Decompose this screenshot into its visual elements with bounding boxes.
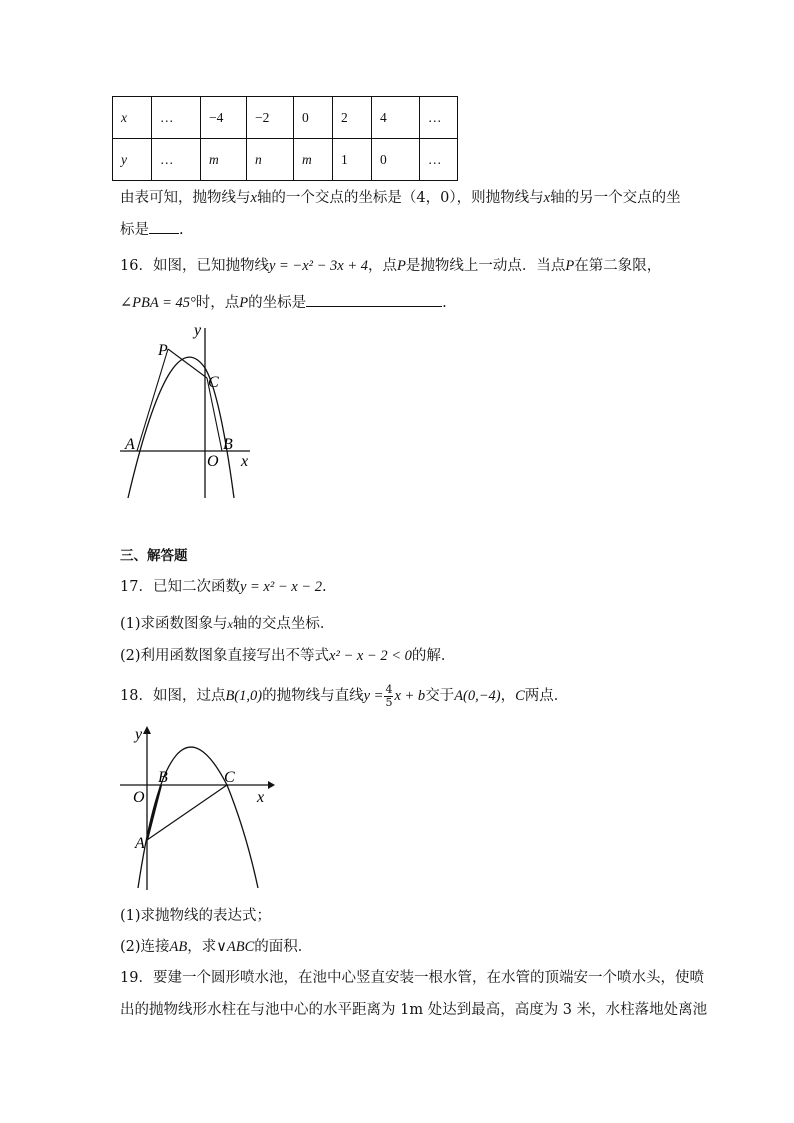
segment-AP — [137, 349, 168, 451]
figure-16-parabola — [110, 318, 260, 503]
table-cell: 0 — [372, 139, 420, 181]
table-cell: 4 — [372, 97, 420, 139]
table-cell: n — [247, 139, 294, 181]
row-label: x — [113, 97, 152, 139]
q17-part2: (2)利用函数图象直接写出不等式x² − x − 2 < 0的解． — [120, 648, 456, 664]
label-y: y — [194, 322, 202, 339]
q15-line1: 由表可知，抛物线与x轴的一个交点的坐标是（4，0），则抛物线与x轴的另一个交点的坐 — [120, 190, 681, 206]
table-row-y — [113, 139, 458, 181]
table-cell: 0 — [294, 97, 333, 139]
q16-stem-line1: 16．如图，已知抛物线y = −x² − 3x + 4，点P是抛物线上一动点．当点P在第二象限， — [120, 258, 662, 274]
figure-18-parabola — [118, 722, 278, 892]
value-table — [112, 96, 458, 181]
label-A: A — [135, 835, 145, 852]
label-O: O — [133, 789, 145, 806]
label-B: B — [158, 769, 168, 786]
table-cell: … — [420, 139, 458, 181]
q15-line2: 标是 . — [120, 219, 184, 240]
q18-part1: (1)求抛物线的表达式； — [120, 908, 272, 924]
table-cell: 2 — [333, 97, 372, 139]
answer-blank — [306, 292, 442, 307]
label-A: A — [125, 436, 135, 453]
section-title: 三、解答题 — [120, 548, 188, 564]
table-cell: 1 — [333, 139, 372, 181]
label-C: C — [208, 374, 219, 391]
parabola-curve — [138, 747, 258, 888]
q17-stem: 17．已知二次函数y = x² − x − 2. — [120, 579, 327, 595]
row-label: y — [113, 139, 152, 181]
q18-stem: 18．如图，过点B(1,0)的抛物线与直线y = $\frac{4}{5}$ x + b交于A(0,−4)，C两点． — [120, 682, 569, 709]
table-cell: … — [152, 139, 201, 181]
x-arrow — [268, 781, 275, 789]
table-row-x — [113, 97, 458, 139]
table-cell: m — [201, 139, 247, 181]
label-B: B — [223, 436, 233, 453]
answer-blank — [149, 219, 179, 234]
label-x: x — [241, 453, 249, 470]
label-O: O — [207, 453, 219, 470]
label-P: P — [158, 342, 168, 359]
fraction-4-5: $\frac{4}{5}$ — [385, 682, 393, 709]
table-cell: … — [152, 97, 201, 139]
q18-part2: (2)连接AB，求∨ABC的面积． — [120, 939, 313, 955]
label-C: C — [224, 769, 235, 786]
table-cell: −2 — [247, 97, 294, 139]
q17-part1: (1)求函数图象与x轴的交点坐标． — [120, 616, 335, 632]
label-x: x — [257, 789, 265, 806]
y-arrow — [143, 726, 151, 734]
table-cell: −4 — [201, 97, 247, 139]
table-cell: m — [294, 139, 333, 181]
label-y: y — [135, 726, 143, 743]
q19-line2: 出的抛物线形水柱在与池中心的水平距离为 1m 处达到最高，高度为 3 米，水柱落地处离池 — [120, 1002, 708, 1018]
q19-line1: 19．要建一个圆形喷水池，在池中心竖直安装一根水管，在水管的顶端安一个喷水头，使喷 — [120, 970, 704, 986]
table-cell: … — [420, 97, 458, 139]
q16-stem-line2: ∠PBA = 45°时，点P的坐标是 . — [120, 292, 447, 313]
